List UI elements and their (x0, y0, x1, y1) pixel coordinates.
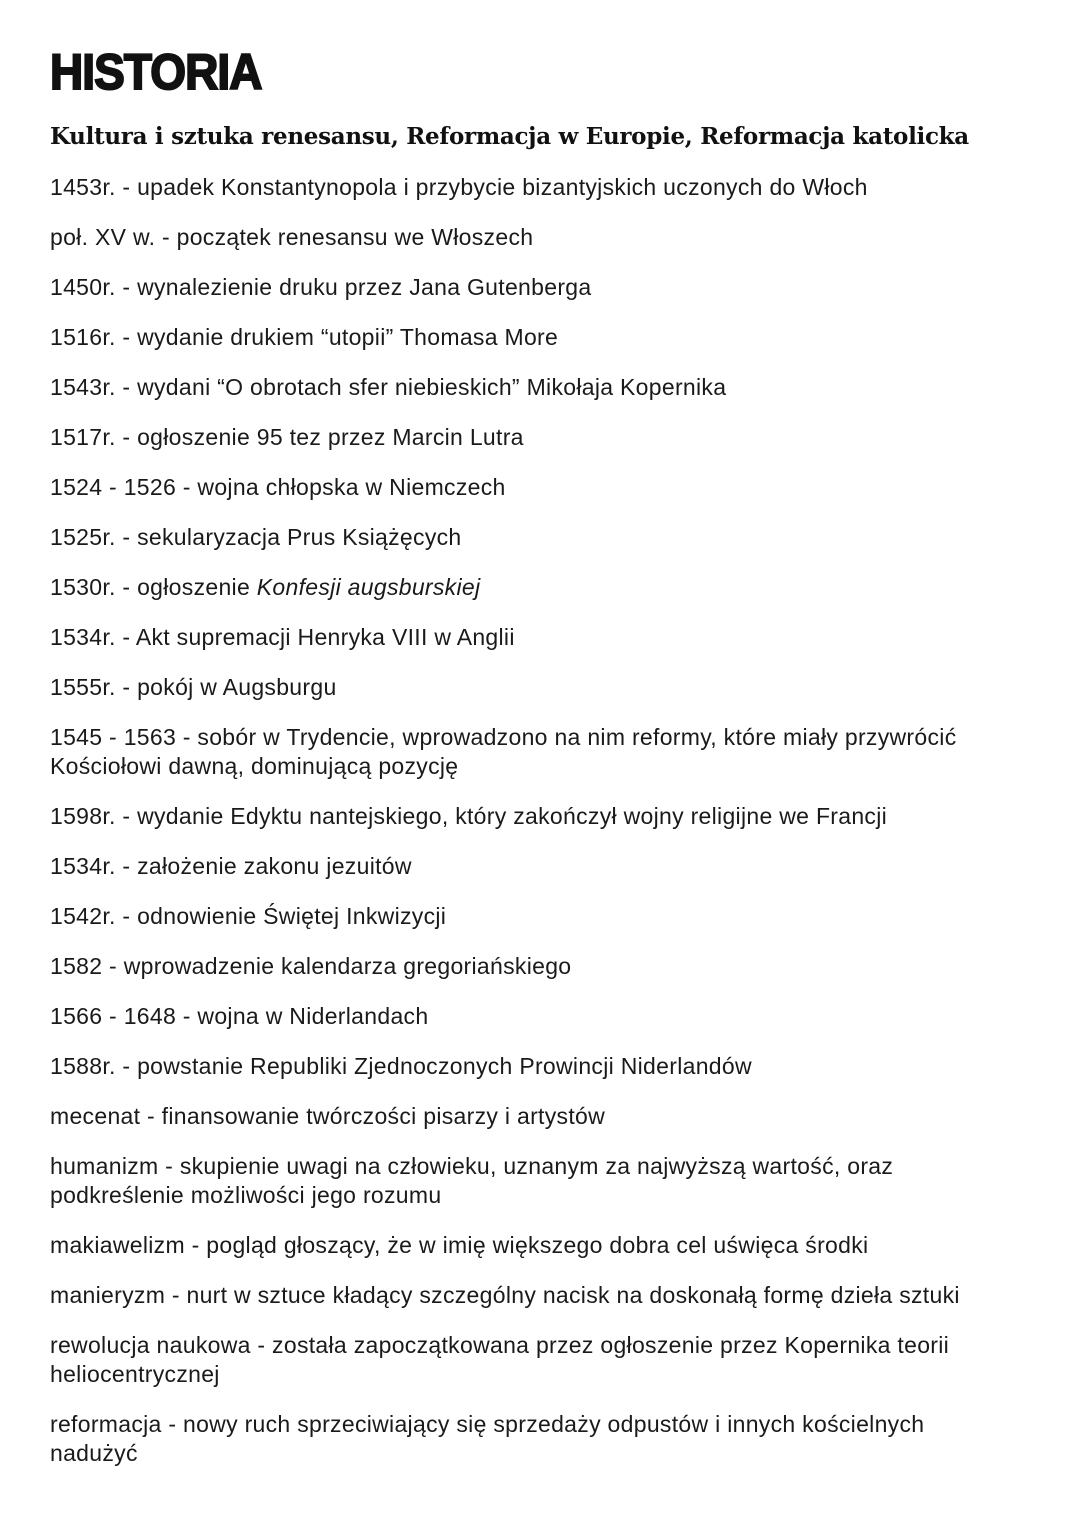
list-item-line: 1566 - 1648 - wojna w Niderlandach (50, 1003, 429, 1029)
list-item-line: podkreślenie możliwości jego rozumu (50, 1182, 442, 1208)
list-item-line: 1598r. - wydanie Edyktu nantejskiego, który zakończył wojny religijne we Francji (50, 803, 888, 829)
list-item (50, 673, 1050, 702)
list-item-line: nadużyć (50, 1440, 138, 1466)
list-item-line: manieryzm - nurt w sztuce kładący szczególny nacisk na doskonałą formę dzieła sztuki (50, 1282, 960, 1308)
section-subtitle: Kultura i sztuka renesansu, Reformacja w Europie, Reformacja katolicka (50, 123, 969, 150)
list-item (50, 852, 1050, 881)
list-item (50, 1231, 1050, 1260)
list-item-line: heliocentrycznej (50, 1361, 220, 1387)
list-item-line: 1516r. - wydanie drukiem “utopii” Thomasa More (50, 324, 559, 350)
list-item-line: 1543r. - wydani “O obrotach sfer niebieskich” Mikołaja Kopernika (50, 374, 727, 400)
list-item-line: mecenat - finansowanie twórczości pisarzy i artystów (50, 1103, 606, 1129)
list-item-line: poł. XV w. - początek renesansu we Włoszech (50, 224, 534, 250)
list-item (50, 273, 1050, 302)
list-item (50, 373, 1050, 402)
list-item-line: humanizm - skupienie uwagi na człowieku, uznanym za najwyższą wartość, oraz (50, 1153, 894, 1179)
list-item (50, 573, 1050, 602)
list-item-line: 1524 - 1526 - wojna chłopska w Niemczech (50, 474, 506, 500)
list-item-line: reformacja - nowy ruch sprzeciwiający się sprzedaży odpustów i innych kościelnych (50, 1411, 925, 1437)
list-item-line: 1542r. - odnowienie Świętej Inkwizycji (50, 903, 447, 929)
list-item (50, 1281, 1050, 1310)
list-item (50, 1410, 1050, 1468)
list-item (50, 1331, 1050, 1389)
list-item (50, 523, 1050, 552)
list-item-line: 1534r. - założenie zakonu jezuitów (50, 853, 412, 879)
list-item-line: 1517r. - ogłoszenie 95 tez przez Marcin Lutra (50, 424, 524, 450)
list-item (50, 1152, 1050, 1210)
list-item-line: 1588r. - powstanie Republiki Zjednoczonych Prowincji Niderlandów (50, 1053, 752, 1079)
list-item-line: 1525r. - sekularyzacja Prus Książęcych (50, 524, 462, 550)
list-item (50, 423, 1050, 452)
list-item-text: 1530r. - ogłoszenie (50, 574, 257, 600)
list-item (50, 802, 1050, 831)
list-item (50, 902, 1050, 931)
list-item (50, 1102, 1050, 1131)
list-item-line: makiawelizm - pogląd głoszący, że w imię większego dobra cel uświęca środki (50, 1232, 869, 1258)
list-item (50, 1052, 1050, 1081)
page-title: HISTORIA (50, 44, 262, 100)
list-item-line: 1450r. - wynalezienie druku przez Jana Gutenberga (50, 274, 592, 300)
list-item (50, 323, 1050, 352)
list-item (50, 623, 1050, 652)
list-item-line: 1453r. - upadek Konstantynopola i przybycie bizantyjskich uczonych do Włoch (50, 174, 868, 200)
list-item (50, 173, 1050, 202)
list-item-line: 1582 - wprowadzenie kalendarza gregoriańskiego (50, 953, 572, 979)
list-item (50, 223, 1050, 252)
list-item-line: Kościołowi dawną, dominującą pozycję (50, 753, 459, 779)
list-item-line: 1555r. - pokój w Augsburgu (50, 674, 337, 700)
notes-list (50, 173, 1050, 1489)
list-item (50, 1002, 1050, 1031)
list-item-line: rewolucja naukowa - została zapoczątkowana przez ogłoszenie przez Kopernika teorii (50, 1332, 950, 1358)
list-item-line (50, 573, 1050, 602)
list-item (50, 723, 1050, 781)
list-item (50, 473, 1050, 502)
italic-term: Konfesji augsburskiej (256, 574, 481, 600)
list-item-line: 1534r. - Akt supremacji Henryka VIII w Anglii (50, 624, 515, 650)
list-item-line: 1545 - 1563 - sobór w Trydencie, wprowadzono na nim reformy, które miały przywrócić (50, 724, 957, 750)
list-item (50, 952, 1050, 981)
